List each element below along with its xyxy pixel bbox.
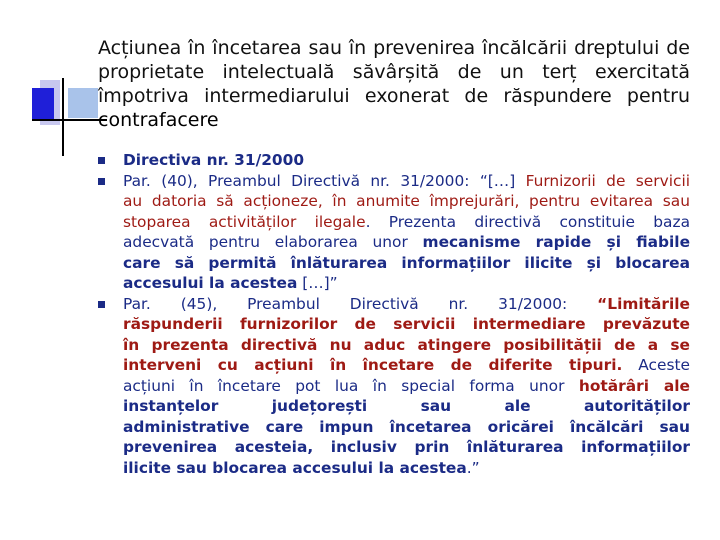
bullet-marker-icon — [98, 157, 105, 164]
title-line-4: contrafacere — [98, 109, 219, 131]
bullet-par-45 — [98, 294, 690, 479]
bullet-marker-icon — [98, 301, 105, 308]
par40-line-4: adecvată pentru elaborarea unor mecanisme rapide și fiabile — [123, 233, 691, 251]
par40-line-3: stoparea activităților ilegale. Prezenta directivă constituie baza — [123, 212, 690, 231]
par45-line-4: interveni cu acțiuni în încetare de diferite tipuri. Aceste — [123, 356, 690, 374]
bullet-directive — [98, 150, 690, 171]
decor-blue-square — [32, 88, 54, 120]
par45-line-3: în prezenta directivă nu aduc atingere posibilității de a se — [123, 335, 690, 354]
title-line-3: împotriva intermediarului exonerat de răspundere pentru — [98, 85, 690, 107]
par40-line-1: Par. (40), Preambul Directivă nr. 31/2000: “[…] Furnizorii de servicii — [123, 171, 691, 190]
par45-line-5: acțiuni în încetare pot lua în special forma unor hotărâri ale — [123, 376, 690, 395]
par45-line-1: Par. (45), Preambul Directivă nr. 31/2000: “Limitările — [123, 294, 690, 313]
par45-line-2: răspunderii furnizorilor de servicii intermediare prevăzute — [123, 315, 690, 333]
decor-lightblue-square — [68, 88, 98, 118]
par40-line-2: au datoria să acționeze, în anumite împrejurări, pentru evitarea sau — [123, 192, 690, 210]
par45-line-6: instanțelor județorești sau ale autorităților — [123, 397, 690, 415]
bullet-directive-text: Directiva nr. 31/2000 — [123, 151, 305, 169]
title-line-1: Acțiunea în încetarea sau în prevenirea încălcării dreptului de — [98, 37, 690, 59]
bullet-list — [98, 150, 690, 478]
par45-line-7: administrative care impun încetarea oricărei încălcări sau — [123, 417, 690, 436]
bullet-par-40 — [98, 171, 690, 294]
title-line-2: proprietate intelectuală săvârșită de un terț exercitată — [98, 61, 690, 83]
slide-title — [98, 36, 690, 108]
decor-vertical-line — [62, 78, 64, 156]
par45-line-8: prevenirea acesteia, inclusiv prin înlăturarea informațiilor — [123, 438, 690, 456]
decor-horizontal-line — [32, 119, 107, 121]
bullet-marker-icon — [98, 178, 105, 185]
par45-line-9: ilicite sau blocarea accesului la acestea.” — [123, 458, 480, 477]
par40-line-5: care să permită înlăturarea informațiilor ilicite și blocarea — [123, 253, 690, 272]
par40-line-6: accesului la acestea […]” — [123, 274, 338, 292]
